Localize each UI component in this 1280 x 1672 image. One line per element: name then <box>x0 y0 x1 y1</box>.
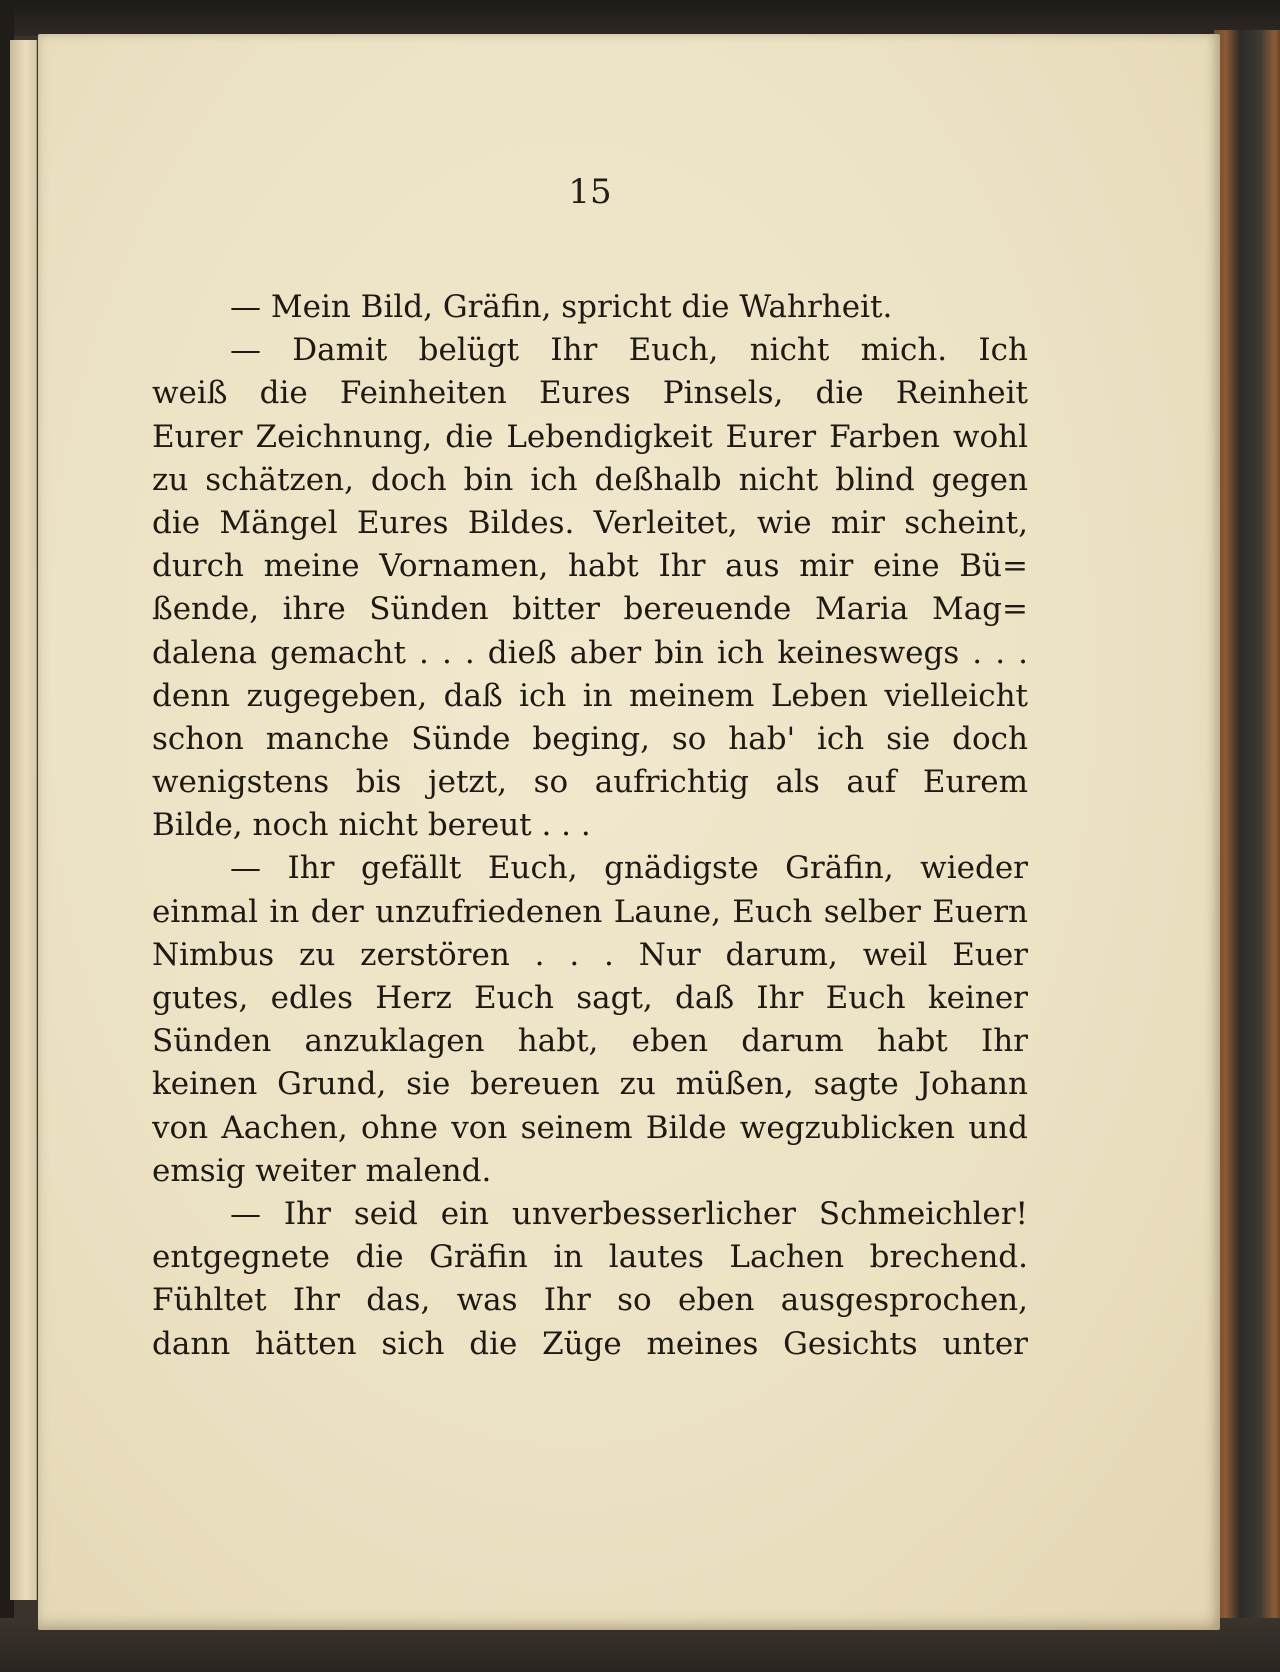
text-line: durch meine Vornamen, habt Ihr aus mir eine Bü= <box>152 548 1028 585</box>
text-line: — Ihr gefällt Euch, gnädigste Gräfin, wieder <box>230 850 1028 887</box>
text-line: emsig weiter malend. <box>152 1152 492 1189</box>
book-cover-top-edge <box>0 0 1280 36</box>
text-line: Fühltet Ihr das, was Ihr so eben ausgesprochen, <box>152 1282 1028 1319</box>
text-line: dann hätten sich die Züge meines Gesichts unter <box>152 1325 1028 1362</box>
text-line: Bilde, noch nicht bereut . . . <box>152 807 591 844</box>
book-spine-right-edge <box>1214 30 1280 1650</box>
text-line: — Ihr seid ein unverbesserlicher Schmeichler! <box>230 1195 1028 1232</box>
text-line: Eurer Zeichnung, die Lebendigkeit Eurer Farben wohl <box>152 418 1028 455</box>
text-line: von Aachen, ohne von seinem Bilde wegzublicken und <box>152 1109 1028 1146</box>
text-line: gutes, edles Herz Euch sagt, daß Ihr Euch keiner <box>152 980 1028 1016</box>
text-line: denn zugegeben, daß ich in meinem Leben vielleicht <box>152 677 1028 714</box>
text-line: die Mängel Eures Bildes. Verleitet, wie mir scheint, <box>152 504 1028 541</box>
page-text <box>152 286 1028 1366</box>
page-number: 15 <box>568 172 612 212</box>
text-line: keinen Grund, sie bereuen zu müßen, sagte Johann <box>152 1066 1028 1103</box>
text-line: — Mein Bild, Gräfin, spricht die Wahrheit. <box>230 289 893 325</box>
text-line: wenigstens bis jetzt, so aufrichtig als auf Eurem <box>152 764 1028 801</box>
text-line: — Damit belügt Ihr Euch, nicht mich. Ich <box>230 332 1028 369</box>
text-line: zu schätzen, doch bin ich deßhalb nicht blind gegen <box>152 461 1028 498</box>
text-line: weiß die Feinheiten Eures Pinsels, die Reinheit <box>152 375 1028 412</box>
previous-page-edge <box>10 40 37 1600</box>
text-line: einmal in der unzufriedenen Laune, Euch selber Euern <box>152 893 1028 930</box>
text-line: schon manche Sünde beging, so hab' ich sie doch <box>152 720 1028 757</box>
text-line: entgegnete die Gräfin in lautes Lachen brechend. <box>152 1239 1028 1276</box>
text-line: Sünden anzuklagen habt, eben darum habt Ihr <box>152 1023 1028 1060</box>
text-line: Nimbus zu zerstören . . . Nur darum, weil Euer <box>152 936 1028 973</box>
text-line: dalena gemacht . . . dieß aber bin ich keineswegs . . . <box>152 634 1028 671</box>
text-line: ßende, ihre Sünden bitter bereuende Maria Mag= <box>152 591 1028 628</box>
